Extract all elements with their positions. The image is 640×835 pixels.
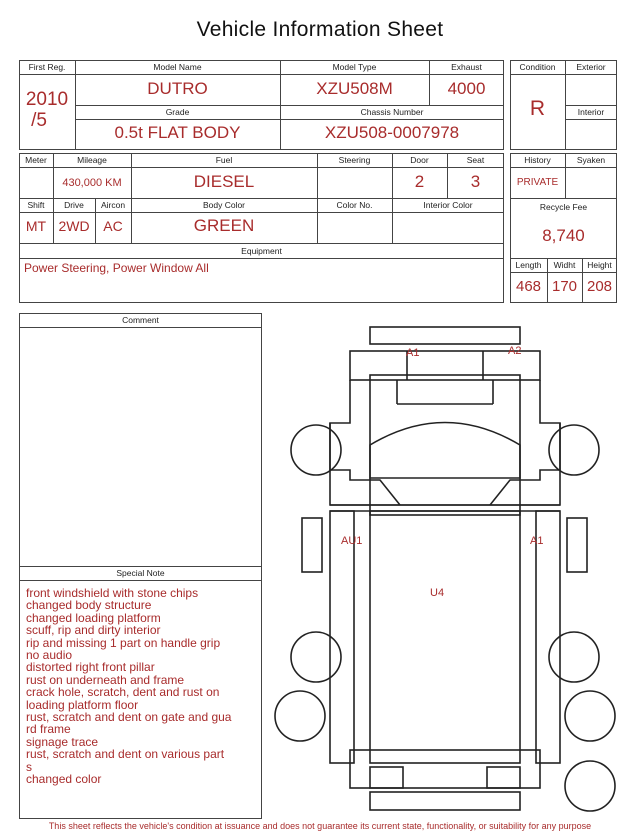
rear-gate — [350, 750, 540, 788]
note-line: loading platform floor — [26, 697, 139, 712]
rear-right-wheel — [565, 691, 615, 741]
comment-header: Comment — [122, 315, 159, 325]
seat-header: Seat — [466, 155, 485, 165]
spare-wheel — [565, 761, 615, 811]
damage-label-a1-right: A1 — [530, 535, 544, 547]
syaken-header: Syaken — [576, 155, 606, 165]
note-line: crack hole, scratch, dent and rust on — [26, 685, 220, 700]
drive-value: 2WD — [58, 218, 90, 234]
right-mirror — [567, 518, 587, 572]
width-header: Widht — [553, 260, 576, 270]
recycle-fee-header: Recycle Fee — [539, 202, 588, 212]
damage-label-a1-top: A1 — [406, 347, 420, 359]
interior-color-header: Interior Color — [423, 200, 473, 210]
mileage-header: Mileage — [77, 155, 107, 165]
height-value: 208 — [586, 278, 613, 295]
windshield — [370, 423, 520, 479]
condition-value: R — [529, 97, 546, 120]
shift-header: Shift — [27, 200, 45, 210]
aircon-value: AC — [103, 218, 123, 234]
cab-roof — [370, 375, 520, 515]
drive-header: Drive — [64, 200, 84, 210]
color-no-header: Color No. — [336, 200, 373, 210]
cargo-bed — [370, 511, 520, 763]
model-name-header: Model Name — [153, 62, 202, 72]
grade-header: Grade — [165, 107, 190, 117]
mid-left-wheel — [291, 632, 341, 682]
damage-label-au1: AU1 — [341, 535, 363, 547]
left-side-rail — [330, 511, 354, 763]
first-reg-month: /5 — [31, 110, 47, 131]
disclaimer-footer: This sheet reflects the vehicle's condition at issuance and does not guarantee its current state, functionality, or suitability for any purpose — [48, 821, 592, 831]
exterior-header: Exterior — [576, 62, 606, 72]
front-bumper — [370, 327, 520, 344]
special-note-header: Special Note — [116, 568, 165, 578]
history-header: History — [524, 155, 551, 165]
meter-header: Meter — [25, 155, 47, 165]
exhaust-header: Exhaust — [451, 62, 482, 72]
shift-value: MT — [25, 218, 47, 234]
note-line: front windshield with stone chips — [26, 586, 199, 600]
note-line: no audio — [26, 648, 73, 663]
front-left-wheel — [291, 425, 341, 475]
width-value: 170 — [551, 278, 578, 295]
grade-value: 0.5t FLAT BODY — [114, 123, 241, 142]
equipment-header: Equipment — [241, 246, 282, 256]
height-header: Height — [587, 260, 612, 270]
sheet-title: Vehicle Information Sheet — [196, 18, 444, 41]
body-color-header: Body Color — [202, 200, 246, 210]
door-header: Door — [410, 155, 429, 165]
note-line: rip and missing 1 part on handle grip — [26, 635, 221, 650]
truck-damage-diagram — [270, 320, 635, 818]
length-value: 468 — [515, 278, 542, 295]
exhaust-value: 4000 — [447, 79, 486, 98]
cab-outline — [330, 380, 560, 505]
aircon-header: Aircon — [100, 200, 126, 210]
equipment-value: Power Steering, Power Window All — [24, 261, 209, 275]
mid-right-wheel — [549, 632, 599, 682]
note-line: signage trace — [26, 734, 99, 749]
mileage-value: 430,000 KM — [62, 177, 122, 189]
model-type-header: Model Type — [332, 62, 377, 72]
front-right-wheel — [549, 425, 599, 475]
steering-header: Steering — [338, 155, 371, 165]
left-mirror — [302, 518, 322, 572]
damage-label-a2-top: A2 — [508, 345, 522, 357]
note-line: distorted right front pillar — [26, 660, 155, 675]
door-value: 2 — [414, 172, 425, 191]
note-line: changed color — [26, 772, 102, 787]
model-name-value: DUTRO — [147, 79, 208, 98]
interior-header: Interior — [577, 107, 605, 117]
body-color-value: GREEN — [193, 216, 255, 235]
note-line: rust, scratch and dent on various part — [26, 747, 225, 762]
model-type-value: XZU508M — [316, 79, 393, 98]
rear-bumper — [370, 792, 520, 810]
note-line: rd frame — [26, 722, 71, 737]
chassis-value: XZU508-0007978 — [324, 123, 460, 142]
condition-header: Condition — [519, 62, 556, 72]
chassis-header: Chassis Number — [360, 107, 424, 117]
note-line: changed body structure — [26, 598, 152, 613]
first-reg-header: First Reg. — [28, 62, 66, 72]
damage-label-u4: U4 — [430, 587, 445, 599]
fuel-header: Fuel — [215, 155, 233, 165]
right-side-rail — [536, 511, 560, 763]
fuel-value: DIESEL — [193, 172, 255, 191]
recycle-fee-value: 8,740 — [542, 226, 585, 245]
rear-left-wheel — [275, 691, 325, 741]
note-line: rust, scratch and dent on gate and gua — [26, 710, 232, 725]
seat-value: 3 — [470, 172, 481, 191]
history-value: PRIVATE — [516, 177, 559, 188]
note-line: scuff, rip and dirty interior — [26, 623, 161, 638]
special-notes-list — [26, 587, 258, 786]
note-line: s — [26, 759, 32, 774]
note-line: rust on underneath and frame — [26, 672, 185, 687]
first-reg-year: 2010 — [25, 89, 69, 110]
note-line: changed loading platform — [26, 610, 161, 625]
length-header: Length — [515, 260, 542, 270]
